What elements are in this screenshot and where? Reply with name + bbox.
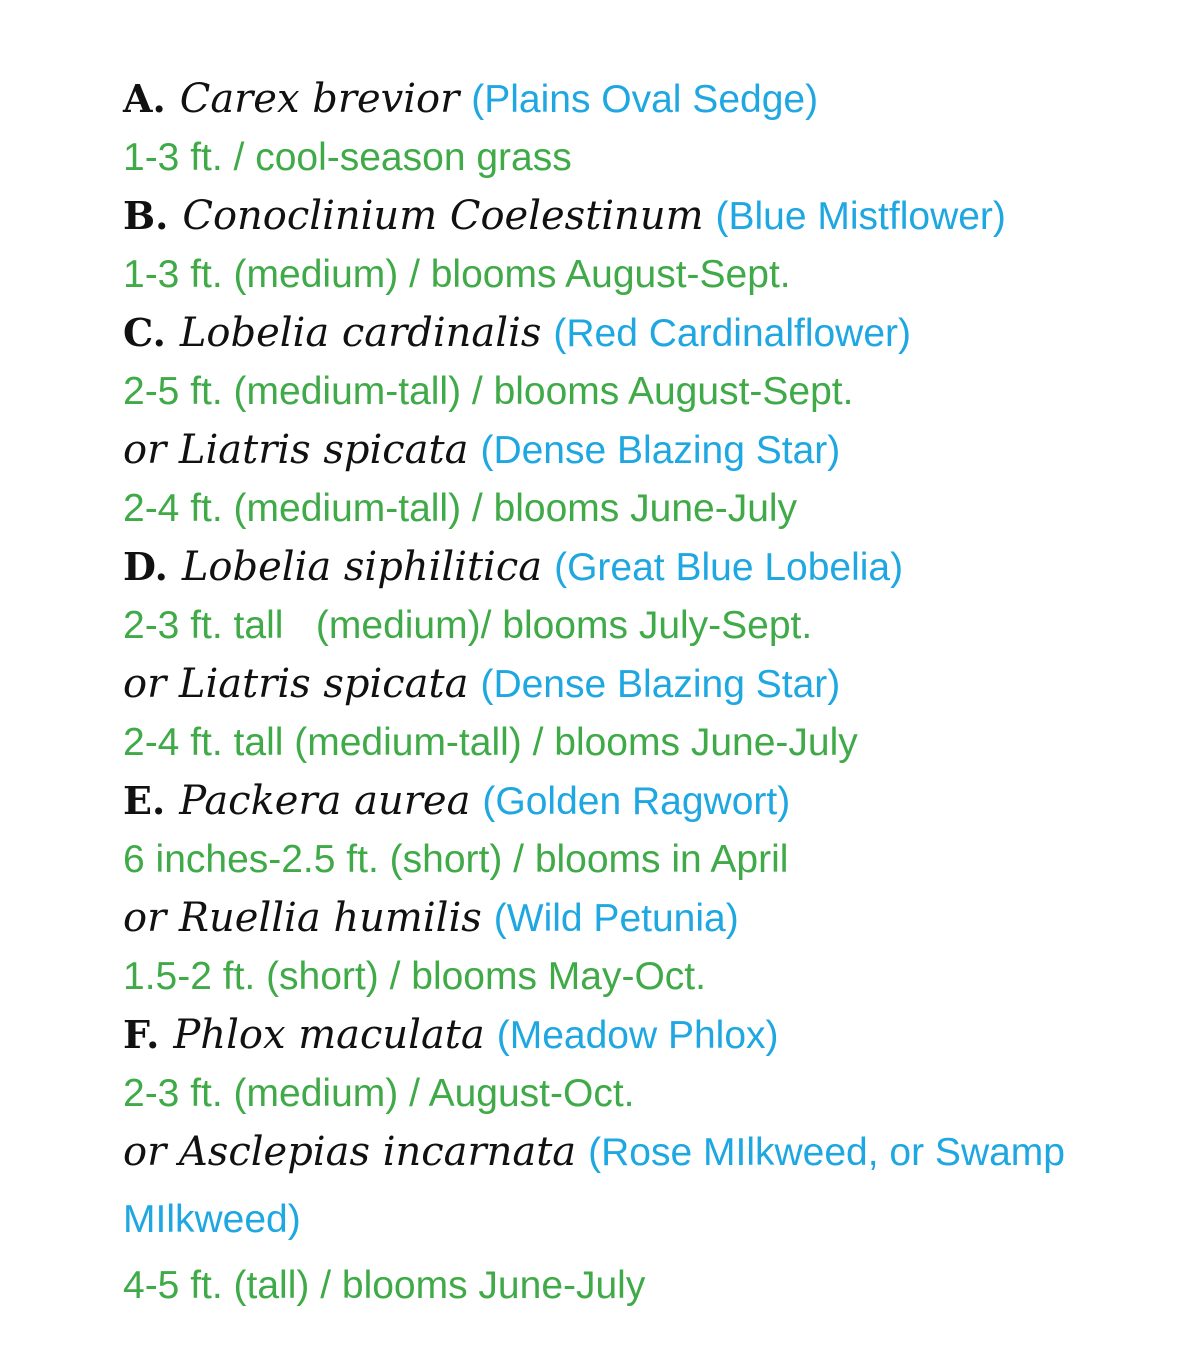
plant-detail: [123, 948, 1123, 1007]
plant-entry: [123, 1123, 1123, 1257]
plant-detail-text: 1.5-2 ft. (short) / blooms May-Oct.: [123, 954, 706, 998]
scientific-name: Packera aurea: [179, 778, 471, 824]
common-name: (Blue Mistflower): [715, 195, 1006, 238]
scientific-name: or Liatris spicata: [123, 661, 469, 707]
plant-entry: [123, 538, 1123, 597]
common-name: (Meadow Phlox): [496, 1014, 779, 1057]
entry-letter: D.: [123, 544, 168, 589]
plant-entry: [123, 655, 1123, 714]
common-name: (Dense Blazing Star): [480, 663, 841, 706]
plant-detail: [123, 714, 1123, 773]
entry-letter: B.: [123, 193, 169, 238]
common-name: (Dense Blazing Star): [480, 429, 841, 472]
plant-detail: [123, 246, 1123, 305]
entry-letter: F.: [123, 1012, 160, 1057]
plant-entry: [123, 70, 1123, 129]
scientific-name: Conoclinium Coelestinum: [182, 193, 704, 239]
plant-detail: [123, 597, 1123, 656]
scientific-name: Carex brevior: [179, 76, 460, 122]
plant-entry: [123, 421, 1123, 480]
plant-detail-text: 1-3 ft. / cool-season grass: [123, 135, 572, 179]
plant-detail: [123, 129, 1123, 188]
plant-detail-text: 2-3 ft. (medium) / August-Oct.: [123, 1071, 635, 1115]
common-name: (Rose MIlkweed, or Swamp MIlkweed): [123, 1131, 1065, 1241]
entry-letter: C.: [123, 310, 166, 355]
plant-detail-text: 6 inches-2.5 ft. (short) / blooms in April: [123, 837, 789, 881]
scientific-name: Lobelia cardinalis: [179, 310, 542, 356]
scientific-name: Lobelia siphilitica: [181, 544, 543, 590]
plant-detail: [123, 1257, 1123, 1316]
scientific-name: or Liatris spicata: [123, 427, 469, 473]
plant-detail-text: 4-5 ft. (tall) / blooms June-July: [123, 1264, 646, 1307]
plant-list: [123, 70, 1123, 1316]
common-name: (Golden Ragwort): [482, 780, 791, 823]
common-name: (Wild Petunia): [493, 897, 739, 940]
plant-detail: [123, 1065, 1123, 1124]
plant-detail-text: 2-3 ft. tall (medium)/ blooms July-Sept.: [123, 603, 813, 647]
scientific-name: or Asclepias incarnata: [123, 1129, 577, 1175]
plant-detail: [123, 363, 1123, 422]
plant-detail: [123, 480, 1123, 539]
common-name: (Plains Oval Sedge): [471, 78, 819, 121]
plant-detail-text: 1-3 ft. (medium) / blooms August-Sept.: [123, 252, 791, 296]
entry-letter: E.: [123, 778, 166, 823]
scientific-name: Phlox maculata: [173, 1012, 485, 1058]
plant-entry: [123, 889, 1123, 948]
common-name: (Red Cardinalflower): [553, 312, 912, 355]
plant-detail-text: 2-5 ft. (medium-tall) / blooms August-Sept.: [123, 369, 854, 413]
plant-detail-text: 2-4 ft. (medium-tall) / blooms June-July: [123, 486, 798, 530]
scientific-name: or Ruellia humilis: [123, 895, 482, 941]
plant-entry: [123, 1006, 1123, 1065]
plant-detail: [123, 831, 1123, 890]
entry-letter: A.: [123, 76, 166, 121]
plant-entry: [123, 187, 1123, 246]
plant-entry: [123, 304, 1123, 363]
common-name: (Great Blue Lobelia): [554, 546, 904, 589]
plant-detail-text: 2-4 ft. tall (medium-tall) / blooms June-July: [123, 720, 858, 764]
plant-entry: [123, 772, 1123, 831]
